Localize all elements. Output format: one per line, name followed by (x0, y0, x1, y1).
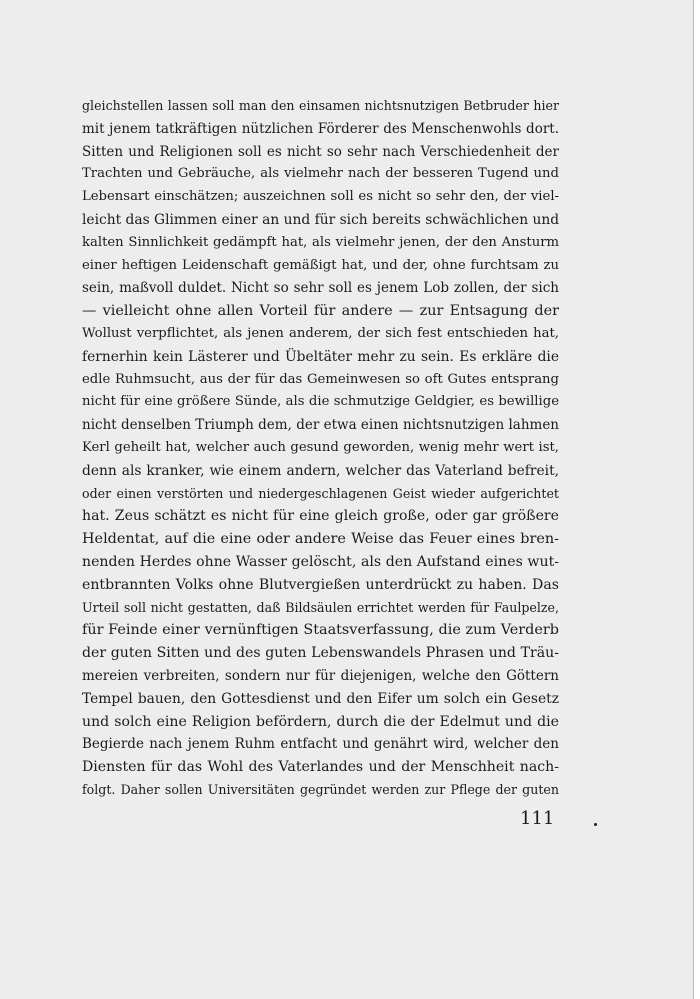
text-line: Lebensart einschätzen; auszeichnen soll es nicht so sehr den, der viel- (82, 189, 559, 205)
body-text (82, 95, 559, 802)
text-line: folgt. Daher sollen Universitäten gegründet werden zur Pflege der guten (82, 781, 559, 797)
text-line: und solch eine Religion befördern, durch die der Edelmut und die (82, 713, 559, 730)
text-line: nicht für eine größere Sünde, als die schmutzige Geldgier, es bewillige (82, 394, 559, 410)
text-line: denn als kranker, wie einem andern, welcher das Vaterland befreit, (82, 462, 559, 479)
text-line: Urteil soll nicht gestatten, daß Bildsäulen errichtet werden für Faulpelze, (82, 599, 559, 615)
text-line: Sitten und Religionen soll es nicht so sehr nach Verschiedenheit der (82, 143, 559, 160)
text-line: entbrannten Volks ohne Blutvergießen unterdrückt zu haben. Das (82, 576, 559, 593)
text-line: mereien verbreiten, sondern nur für diejenigen, welche den Göttern (82, 667, 559, 684)
text-line: sein, maßvoll duldet. Nicht so sehr soll es jenem Lob zollen, der sich (82, 280, 559, 297)
ink-speck (594, 823, 597, 826)
text-line: fernerhin kein Lästerer und Übeltäter mehr zu sein. Es erkläre die (82, 348, 559, 365)
text-line: Trachten und Gebräuche, als vielmehr nach der besseren Tugend und (82, 166, 559, 182)
text-line: Heldentat, auf die eine oder andere Weise das Feuer eines bren- (82, 531, 559, 548)
text-line: für Feinde einer vernünftigen Staatsverfassung, die zum Verderb (82, 622, 559, 639)
text-line: Begierde nach jenem Ruhm entfacht und genährt wird, welcher den (82, 736, 559, 753)
text-line: Tempel bauen, den Gottesdienst und den Eifer um solch ein Gesetz (82, 690, 559, 707)
text-line: nenden Herdes ohne Wasser gelöscht, als den Aufstand eines wut- (82, 553, 559, 570)
text-line: oder einen verstörten und niedergeschlagenen Geist wieder aufgerichtet (82, 485, 559, 501)
text-line: — vielleicht ohne allen Vorteil für andere — zur Entsagung der (82, 303, 559, 320)
page-number: 111 (520, 808, 555, 829)
text-line: nicht denselben Triumph dem, der etwa einen nichtsnutzigen lahmen (82, 417, 559, 434)
text-line: einer heftigen Leidenschaft gemäßigt hat, und der, ohne furchtsam zu (82, 257, 559, 273)
text-line: kalten Sinnlichkeit gedämpft hat, als vielmehr jenen, der den Ansturm (82, 234, 559, 250)
text-line: Kerl geheilt hat, welcher auch gesund geworden, wenig mehr wert ist, (82, 439, 559, 455)
text-line: gleichstellen lassen soll man den einsamen nichtsnutzigen Betbruder hier (82, 98, 559, 113)
text-line: edle Ruhmsucht, aus der für das Gemeinwesen so oft Gutes entsprang (82, 371, 559, 387)
text-line: leicht das Glimmen einer an und für sich bereits schwächlichen und (82, 211, 559, 228)
text-line: hat. Zeus schätzt es nicht für eine gleich große, oder gar größere (82, 508, 559, 525)
page-edge (693, 0, 700, 999)
text-line: Diensten für das Wohl des Vaterlandes und der Menschheit nach- (82, 759, 559, 776)
text-line: der guten Sitten und des guten Lebenswandels Phrasen und Träu- (82, 645, 559, 662)
text-line: mit jenem tatkräftigen nützlichen Förderer des Menschenwohls dort. (82, 120, 559, 137)
text-line: Wollust verpflichtet, als jenen anderem, der sich fest entschieden hat, (82, 325, 559, 341)
